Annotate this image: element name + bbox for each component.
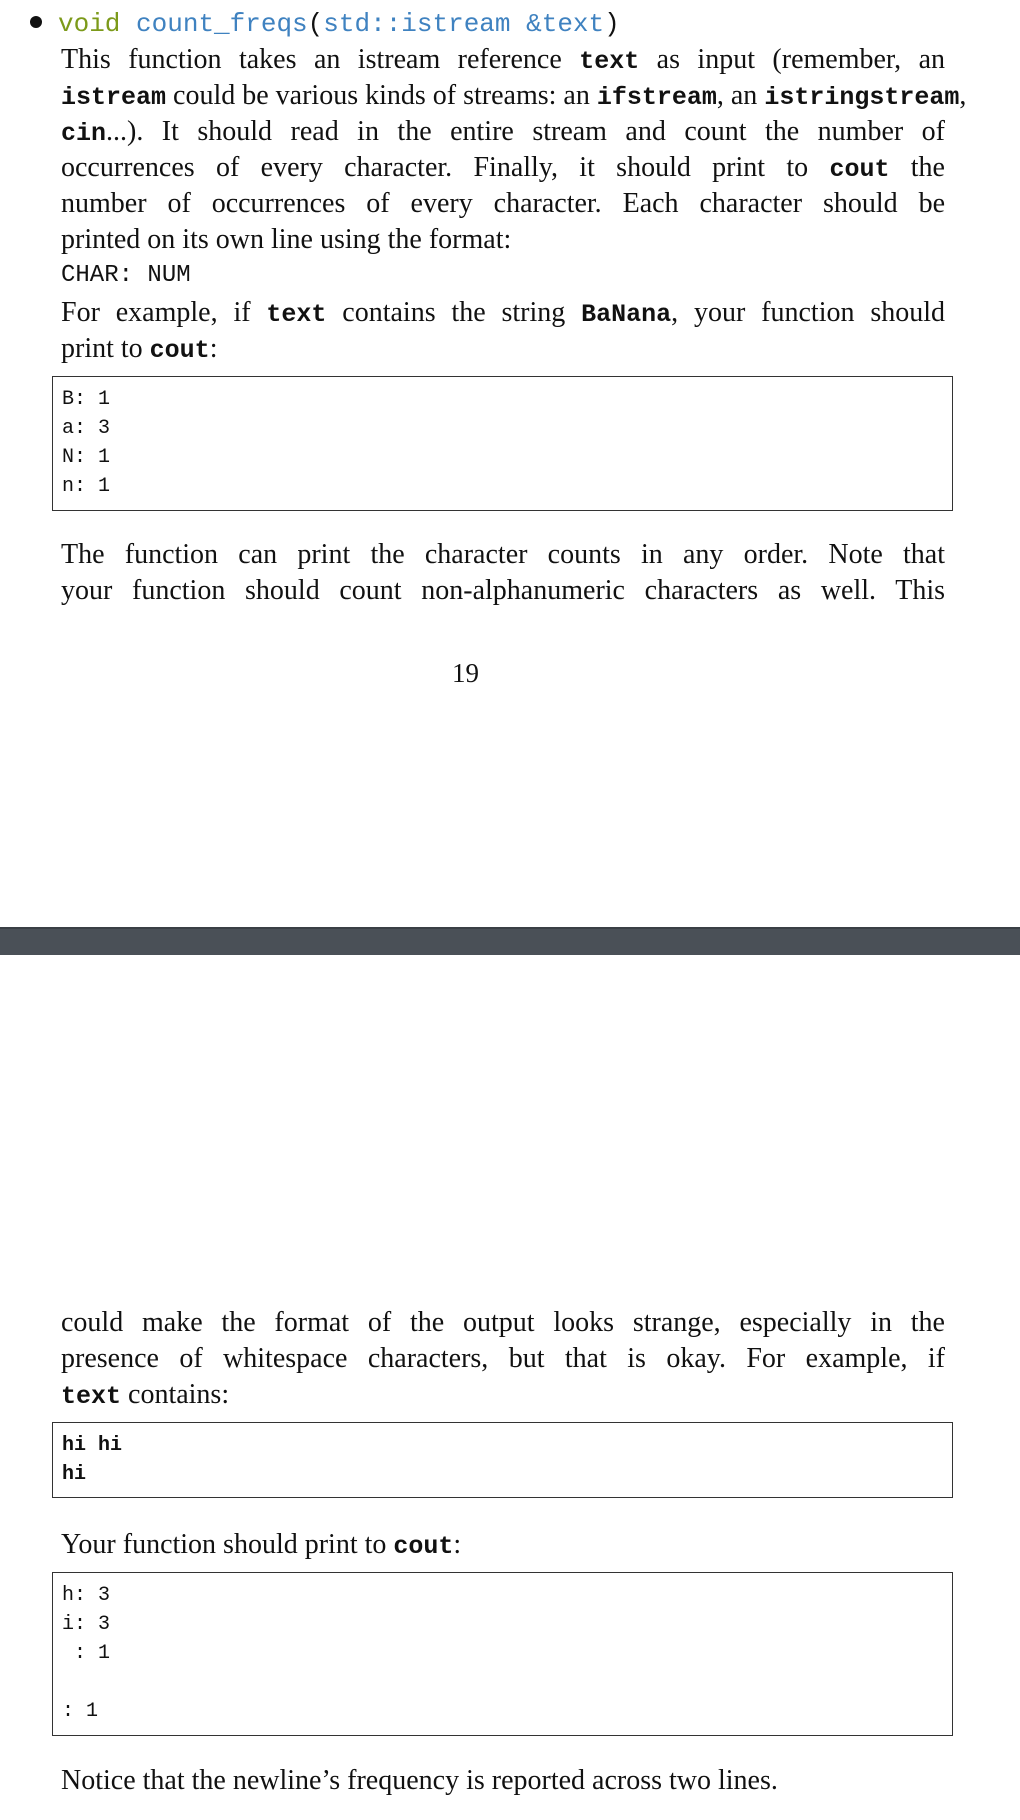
function-name: count_freqs — [136, 9, 308, 39]
para3-line3: text contains: — [61, 1379, 230, 1411]
example2-input-box — [52, 1422, 953, 1498]
para1-line4: occurrences of every character. Finally, it should print to cout the — [61, 152, 945, 184]
param-type: std::istream — [323, 9, 511, 39]
para1-line8: For example, if text contains the string BaNana, your function should — [61, 297, 946, 329]
page-number: 19 — [452, 658, 479, 688]
return-type: void — [58, 9, 121, 39]
example2-output-box — [52, 1572, 953, 1736]
example2-output: h: 3 i: 3 : 1 : 1 — [62, 1584, 111, 1723]
para2-line1: The function can print the character counts in any order. Note that — [61, 539, 945, 570]
para1-line5: number of occurrences of every character. Each character should be — [61, 188, 945, 219]
para1-line1: This function takes an istream reference text as input (remember, an — [61, 44, 945, 76]
example1-output-box — [52, 376, 953, 511]
function-signature: void count_freqs(std::istream &text) — [30, 6, 620, 42]
example2-input: hi hi hi — [62, 1434, 123, 1486]
bullet-icon — [30, 16, 42, 28]
para3-line1: could make the format of the output looks strange, especially in the — [61, 1307, 945, 1338]
format-spec: CHAR: NUM — [61, 262, 191, 289]
document-page-20 — [0, 955, 1020, 1820]
example1-output: B: 1 a: 3 N: 1 n: 1 — [62, 388, 111, 498]
para1-line6: printed on its own line using the format: — [61, 224, 512, 255]
page-divider — [0, 927, 1020, 955]
para1-line2: istream could be various kinds of streams: an ifstream, an istringstream, — [61, 80, 967, 112]
param-name: &text — [526, 9, 605, 39]
para2-line2: your function should count non-alphanumeric characters as well. This — [61, 575, 945, 606]
para5-line1: Notice that the newline’s frequency is reported across two lines. — [61, 1765, 778, 1796]
para4-line1: Your function should print to cout: — [61, 1529, 462, 1561]
para1-line3: cin...). It should read in the entire stream and count the number of — [61, 116, 945, 148]
para3-line2: presence of whitespace characters, but that is okay. For example, if — [61, 1343, 945, 1374]
para1-line9: print to cout: — [61, 333, 218, 365]
